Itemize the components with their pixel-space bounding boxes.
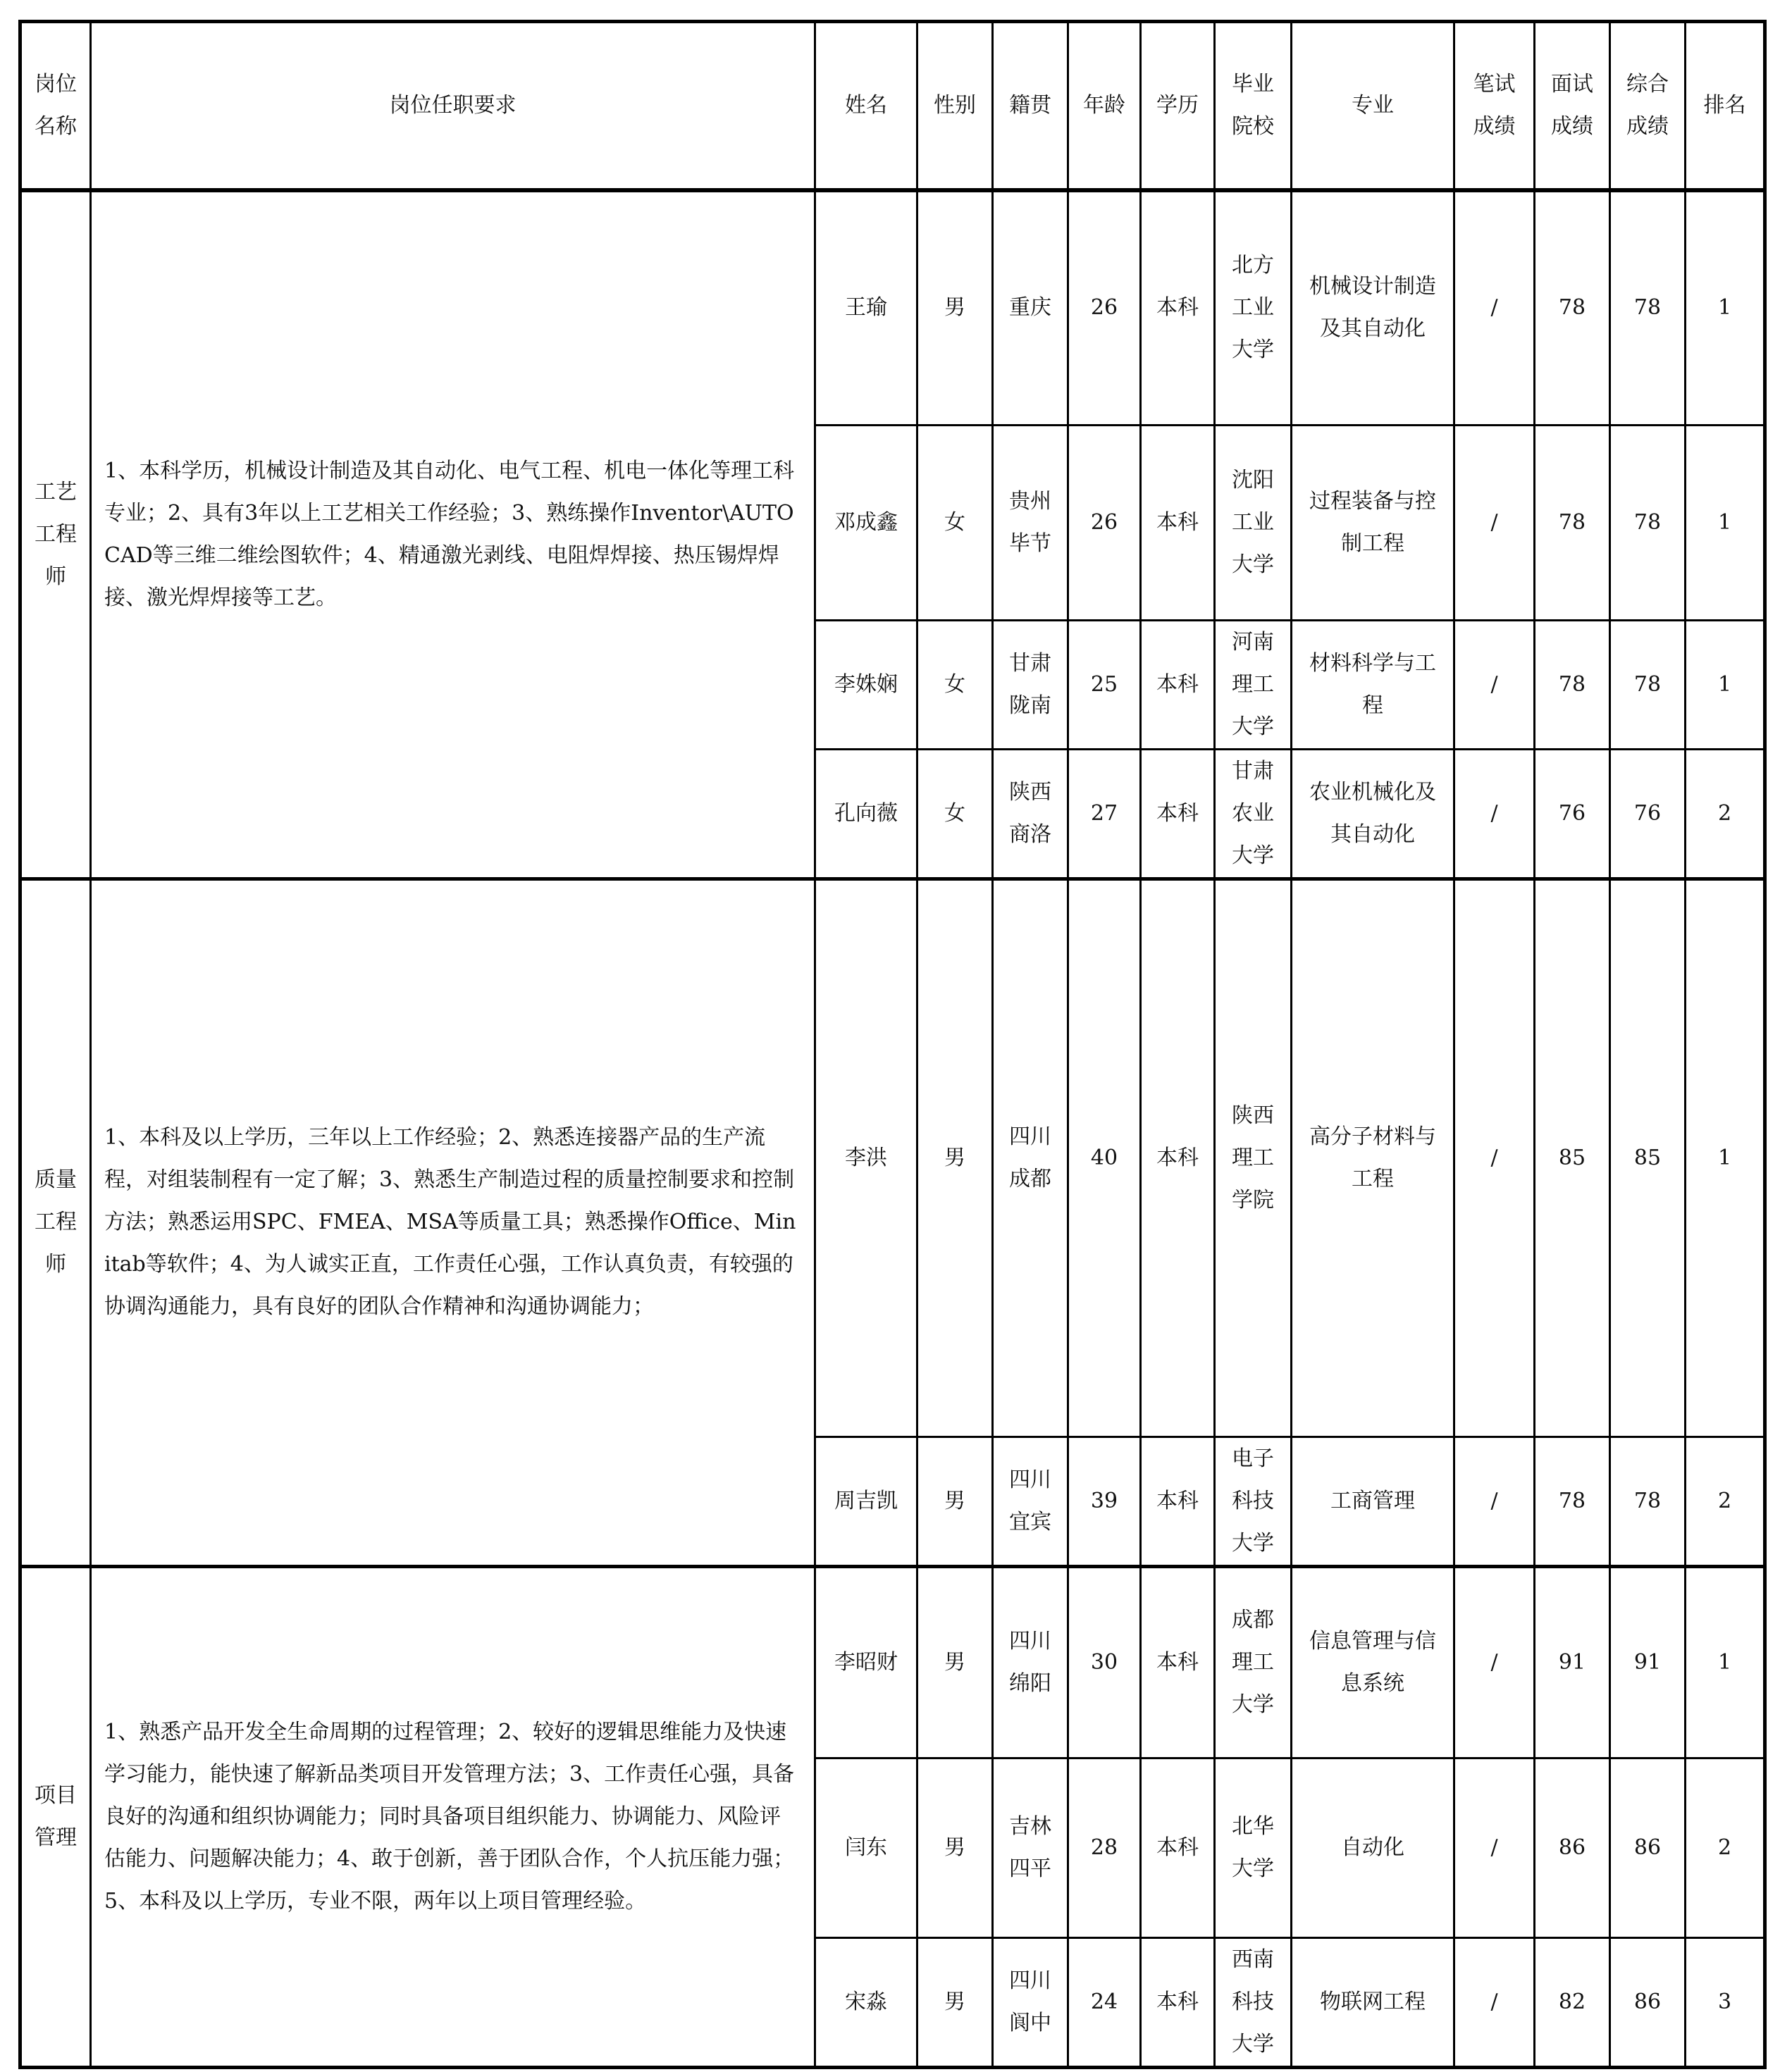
header-rank: 排名: [1686, 22, 1765, 191]
written-score: /: [1454, 1758, 1535, 1937]
written-score: /: [1454, 1937, 1535, 2067]
candidate-school: [1215, 1937, 1292, 2067]
candidate-age: 26: [1068, 425, 1141, 620]
candidate-major-text: 过程装备与控制工程: [1309, 488, 1436, 556]
candidate-major: [1292, 1437, 1454, 1566]
total-score: 78: [1610, 1437, 1686, 1566]
candidate-major-text: 信息管理与信息系统: [1309, 1628, 1436, 1696]
total-score: 86: [1610, 1758, 1686, 1937]
candidate-score-table: [18, 20, 1767, 2069]
candidate-origin-text: 贵州毕节: [1009, 488, 1051, 556]
candidate-gender: 男: [917, 1937, 993, 2067]
candidate-major: [1292, 1566, 1454, 1758]
candidate-gender: 女: [917, 620, 993, 749]
candidate-name: 宋淼: [815, 1937, 917, 2067]
interview-score: 82: [1535, 1937, 1610, 2067]
total-score: 91: [1610, 1566, 1686, 1758]
candidate-education: 本科: [1141, 1937, 1215, 2067]
candidate-gender: 男: [917, 1566, 993, 1758]
interview-score: 85: [1535, 879, 1610, 1437]
header-written-score: 笔试成绩: [1454, 22, 1535, 191]
header-major: 专业: [1292, 22, 1454, 191]
header-origin: 籍贯: [993, 22, 1068, 191]
candidate-gender: 男: [917, 1437, 993, 1566]
candidate-education: 本科: [1141, 620, 1215, 749]
candidate-education: 本科: [1141, 879, 1215, 1437]
header-school: 毕业院校: [1215, 22, 1292, 191]
position-label: 工艺工程师: [35, 479, 77, 589]
candidate-gender: 女: [917, 425, 993, 620]
candidate-major: [1292, 749, 1454, 879]
written-score: /: [1454, 1566, 1535, 1758]
candidate-school-text: 甘肃农业大学: [1232, 758, 1274, 868]
candidate-school-text: 成都理工大学: [1232, 1607, 1274, 1717]
candidate-age: 25: [1068, 620, 1141, 749]
position-requirements: 1、本科及以上学历，三年以上工作经验；2、熟悉连接器产品的生产流程，对组装制程有一定了解；3、熟悉生产制造过程的质量控制要求和控制方法；熟悉运用SPC、FMEA、MSA等质量工具；熟悉操作Office、Minitab等软件；4、为人诚实正直，工作责任心强，工作认真负责，有较强的协调沟通能力，具有良好的团队合作精神和沟通协调能力；: [91, 879, 815, 1566]
candidate-education: 本科: [1141, 425, 1215, 620]
candidate-age: 40: [1068, 879, 1141, 1437]
rank: 1: [1686, 425, 1765, 620]
candidate-origin: [993, 190, 1068, 425]
header-position: 岗位名称: [20, 22, 91, 191]
candidate-gender: 女: [917, 749, 993, 879]
candidate-school: [1215, 620, 1292, 749]
candidate-origin: [993, 425, 1068, 620]
written-score: /: [1454, 620, 1535, 749]
position-name: [20, 190, 91, 879]
candidate-name: 孔向薇: [815, 749, 917, 879]
candidate-origin: [993, 1937, 1068, 2067]
rank: 1: [1686, 879, 1765, 1437]
candidate-age: 24: [1068, 1937, 1141, 2067]
written-score: /: [1454, 749, 1535, 879]
candidate-education: 本科: [1141, 1437, 1215, 1566]
header-gender: 性别: [917, 22, 993, 191]
written-score: /: [1454, 1437, 1535, 1566]
candidate-origin-text: 陕西商洛: [1009, 779, 1051, 847]
rank: 1: [1686, 620, 1765, 749]
candidate-name: 李昭财: [815, 1566, 917, 1758]
candidate-school-text: 西南科技大学: [1232, 1947, 1274, 2057]
candidate-origin-text: 四川绵阳: [1009, 1628, 1051, 1696]
header-education: 学历: [1141, 22, 1215, 191]
candidate-school-text: 河南理工大学: [1232, 629, 1274, 739]
candidate-school-text: 北方工业大学: [1232, 253, 1274, 363]
position-requirements: 1、本科学历，机械设计制造及其自动化、电气工程、机电一体化等理工科专业；2、具有3年以上工艺相关工作经验；3、熟练操作Inventor\AUTOCAD等三维二维绘图软件；4、精通激光剥线、电阻焊焊接、热压锡焊焊接、激光焊焊接等工艺。: [91, 190, 815, 879]
position-requirements: 1、熟悉产品开发全生命周期的过程管理；2、较好的逻辑思维能力及快速学习能力，能快速了解新品类项目开发管理方法；3、工作责任心强，具备良好的沟通和组织协调能力；同时具备项目组织能力、协调能力、风险评估能力、问题解决能力；4、敢于创新，善于团队合作，个人抗压能力强；5、本科及以上学历，专业不限，两年以上项目管理经验。: [91, 1566, 815, 2067]
candidate-school: [1215, 190, 1292, 425]
candidate-school: [1215, 1437, 1292, 1566]
interview-score: 91: [1535, 1566, 1610, 1758]
total-score: 76: [1610, 749, 1686, 879]
interview-score: 86: [1535, 1758, 1610, 1937]
written-score: /: [1454, 425, 1535, 620]
candidate-school-text: 沈阳工业大学: [1232, 467, 1274, 577]
rank: 1: [1686, 190, 1765, 425]
candidate-name: 王瑜: [815, 190, 917, 425]
candidate-school: [1215, 1758, 1292, 1937]
position-label: 质量工程师: [35, 1167, 77, 1277]
total-score: 78: [1610, 190, 1686, 425]
candidate-major: [1292, 1937, 1454, 2067]
candidate-age: 30: [1068, 1566, 1141, 1758]
total-score: 85: [1610, 879, 1686, 1437]
candidate-school: [1215, 749, 1292, 879]
candidate-school-text: 陕西理工学院: [1232, 1103, 1274, 1212]
candidate-gender: 男: [917, 190, 993, 425]
candidate-major-text: 材料科学与工程: [1309, 650, 1436, 718]
candidate-age: 27: [1068, 749, 1141, 879]
candidate-origin-text: 四川成都: [1009, 1124, 1051, 1191]
rank: 3: [1686, 1937, 1765, 2067]
total-score: 78: [1610, 620, 1686, 749]
candidate-major: [1292, 190, 1454, 425]
header-row: [20, 22, 1765, 191]
candidate-education: 本科: [1141, 749, 1215, 879]
candidate-major: [1292, 620, 1454, 749]
header-interview-score: 面试成绩: [1535, 22, 1610, 191]
total-score: 86: [1610, 1937, 1686, 2067]
header-total-score: 综合成绩: [1610, 22, 1686, 191]
header-age: 年龄: [1068, 22, 1141, 191]
candidate-origin: [993, 879, 1068, 1437]
total-score: 78: [1610, 425, 1686, 620]
candidate-origin-text: 甘肃陇南: [1009, 650, 1051, 718]
rank: 2: [1686, 1437, 1765, 1566]
candidate-origin-text: 吉林四平: [1009, 1813, 1051, 1881]
candidate-origin: [993, 620, 1068, 749]
candidate-school: [1215, 879, 1292, 1437]
candidate-age: 28: [1068, 1758, 1141, 1937]
candidate-gender: 男: [917, 1758, 993, 1937]
candidate-gender: 男: [917, 879, 993, 1437]
header-name: 姓名: [815, 22, 917, 191]
candidate-name: 李洪: [815, 879, 917, 1437]
candidate-school: [1215, 1566, 1292, 1758]
candidate-name: 周吉凯: [815, 1437, 917, 1566]
table-row: [20, 190, 1765, 425]
written-score: /: [1454, 879, 1535, 1437]
candidate-origin: [993, 1758, 1068, 1937]
candidate-major-text: 机械设计制造及其自动化: [1309, 274, 1436, 342]
candidate-major: [1292, 1758, 1454, 1937]
candidate-origin-text: 四川阆中: [1009, 1968, 1051, 2035]
interview-score: 78: [1535, 190, 1610, 425]
interview-score: 76: [1535, 749, 1610, 879]
interview-score: 78: [1535, 620, 1610, 749]
candidate-education: 本科: [1141, 1758, 1215, 1937]
candidate-major-text: 农业机械化及其自动化: [1309, 779, 1436, 847]
written-score: /: [1454, 190, 1535, 425]
candidate-major-text: 物联网工程: [1320, 1989, 1426, 2014]
candidate-origin-text: 四川宜宾: [1009, 1467, 1051, 1534]
candidate-age: 26: [1068, 190, 1141, 425]
interview-score: 78: [1535, 425, 1610, 620]
candidate-origin: [993, 1437, 1068, 1566]
candidate-origin: [993, 1566, 1068, 1758]
candidate-name: 李姝娴: [815, 620, 917, 749]
candidate-name: 闫东: [815, 1758, 917, 1937]
candidate-origin-text: 重庆: [1009, 295, 1051, 321]
candidate-name: 邓成鑫: [815, 425, 917, 620]
header-requirements: 岗位任职要求: [91, 22, 815, 191]
position-name: [20, 879, 91, 1566]
position-label: 项目管理: [35, 1782, 77, 1850]
rank: 2: [1686, 1758, 1765, 1937]
position-name: [20, 1566, 91, 2067]
candidate-major: [1292, 425, 1454, 620]
table-row: [20, 1566, 1765, 1758]
candidate-education: 本科: [1141, 1566, 1215, 1758]
candidate-major-text: 高分子材料与工程: [1309, 1124, 1436, 1191]
table-row: [20, 879, 1765, 1437]
candidate-age: 39: [1068, 1437, 1141, 1566]
rank: 1: [1686, 1566, 1765, 1758]
candidate-school-text: 电子科技大学: [1232, 1446, 1274, 1556]
candidate-major-text: 自动化: [1341, 1835, 1404, 1860]
candidate-origin: [993, 749, 1068, 879]
candidate-school: [1215, 425, 1292, 620]
candidate-major-text: 工商管理: [1330, 1488, 1415, 1513]
interview-score: 78: [1535, 1437, 1610, 1566]
candidate-major: [1292, 879, 1454, 1437]
candidate-education: 本科: [1141, 190, 1215, 425]
rank: 2: [1686, 749, 1765, 879]
candidate-school-text: 北华大学: [1232, 1813, 1274, 1881]
